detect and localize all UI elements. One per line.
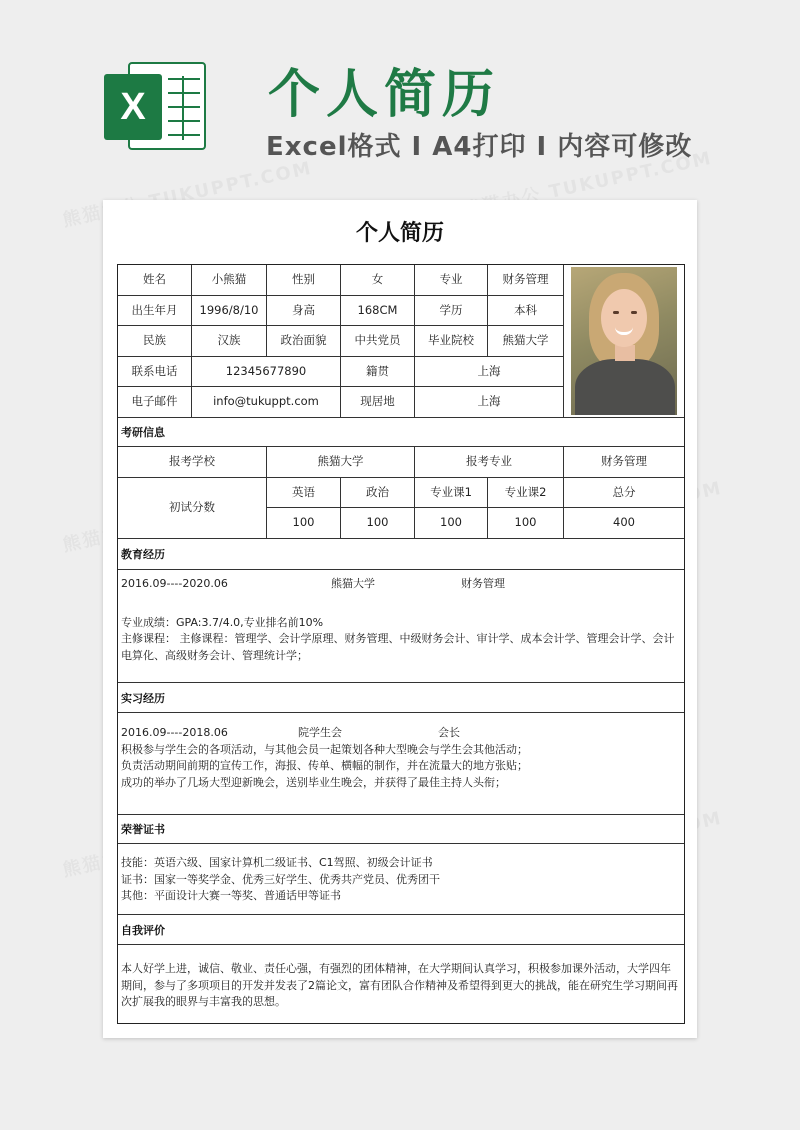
value-target-school[interactable]: 熊猫大学 [267,447,415,478]
label-birth: 出生年月 [118,296,192,326]
self-eval-text: 本人好学上进，诚信、敬业、责任心强，有强烈的团体精神，在大学期间认真学习，积极参加课外活动，大学四年期间，参与了多项项目的开发并发表了2篇论文，富有团队合作精神及希望得到更大的挑战，能在研究生学习期间再次扩展我的眼界与丰富我的思想。 [121,962,678,1008]
excel-logo-icon [104,58,208,154]
section-honors-header: 荣誉证书 [118,815,684,844]
subject-politics: 政治 [341,478,415,508]
value-email[interactable]: info@tukuppt.com [192,387,341,418]
honors-line-3: 其他：平面设计大赛一等奖、普通话甲等证书 [121,889,341,902]
education-major: 财务管理 [461,577,505,590]
section-exam-header: 考研信息 [118,418,684,447]
subject-english: 英语 [267,478,341,508]
label-political: 政治面貌 [267,326,341,357]
resume-table [117,264,685,1024]
honors-content[interactable] [118,844,684,915]
honors-line-1: 技能：英语六级、国家计算机二级证书、C1驾照、初级会计证书 [121,856,433,869]
score-english[interactable]: 100 [267,508,341,539]
value-birth[interactable]: 1996/8/10 [192,296,267,326]
internship-line-2: 负责活动期间前期的宣传工作，海报、传单、横幅的制作，并在流量大的地方张贴； [121,759,528,772]
label-degree: 学历 [415,296,488,326]
subject-major1: 专业课1 [415,478,488,508]
score-total[interactable]: 400 [564,508,684,539]
value-name[interactable]: 小熊猫 [192,265,267,296]
photo-cell [564,265,684,418]
subject-major2: 专业课2 [488,478,564,508]
score-major2[interactable]: 100 [488,508,564,539]
internship-line-3: 成功的举办了几场大型迎新晚会，送别毕业生晚会，并获得了最佳主持人头衔； [121,775,506,789]
value-residence[interactable]: 上海 [415,387,564,418]
internship-period: 2016.09----2018.06 [121,726,228,739]
internship-org: 院学生会 [298,726,342,739]
value-gender[interactable]: 女 [341,265,415,296]
value-target-major[interactable]: 财务管理 [564,447,684,478]
internship-role: 会长 [438,726,460,739]
label-gender: 性别 [267,265,341,296]
value-degree[interactable]: 本科 [488,296,564,326]
banner-title: 个人简历 [268,65,501,125]
excel-logo-letter: X [104,74,162,140]
value-political[interactable]: 中共党员 [341,326,415,357]
label-major: 专业 [415,265,488,296]
education-school: 熊猫大学 [331,577,375,590]
label-ethnicity: 民族 [118,326,192,357]
label-height: 身高 [267,296,341,326]
value-height[interactable]: 168CM [341,296,415,326]
label-graduate-school: 毕业院校 [415,326,488,357]
honors-line-2: 证书：国家一等奖学金、优秀三好学生、优秀共产党员、优秀团干 [121,872,440,886]
label-target-school: 报考学校 [118,447,267,478]
label-residence: 现居地 [341,387,415,418]
education-content[interactable] [118,570,684,683]
value-ethnicity[interactable]: 汉族 [192,326,267,357]
value-major[interactable]: 财务管理 [488,265,564,296]
document-title: 个人简历 [355,221,444,246]
label-email: 电子邮件 [118,387,192,418]
value-graduate-school[interactable]: 熊猫大学 [488,326,564,357]
internship-content[interactable] [118,713,684,815]
profile-photo[interactable] [571,267,677,415]
label-target-major: 报考专业 [415,447,564,478]
subject-total: 总分 [564,478,684,508]
section-internship-header: 实习经历 [118,683,684,713]
self-eval-content[interactable] [118,945,684,1023]
education-period: 2016.09----2020.06 [121,577,228,590]
section-education-header: 教育经历 [118,539,684,570]
education-courses: 主修课程： 主修课程：管理学、会计学原理、财务管理、中级财务会计、审计学、成本会计学、管理会计学、会计电算化、高级财务会计、管理统计学； [121,632,675,662]
score-major1[interactable]: 100 [415,508,488,539]
label-phone: 联系电话 [118,357,192,387]
value-native-place[interactable]: 上海 [415,357,564,387]
resume-paper [103,200,697,1038]
label-native-place: 籍贯 [341,357,415,387]
education-gpa: 专业成绩：GPA:3.7/4.0,专业排名前10% [121,615,324,629]
banner-subtitle: Excel格式 I A4打印 I 内容可修改 [266,132,693,162]
value-phone[interactable]: 12345677890 [192,357,341,387]
internship-line-1: 积极参与学生会的各项活动，与其他会员一起策划各种大型晚会与学生会其他活动； [121,742,528,756]
score-politics[interactable]: 100 [341,508,415,539]
label-score: 初试分数 [118,478,267,539]
label-name: 姓名 [118,265,192,296]
section-self-eval-header: 自我评价 [118,915,684,945]
